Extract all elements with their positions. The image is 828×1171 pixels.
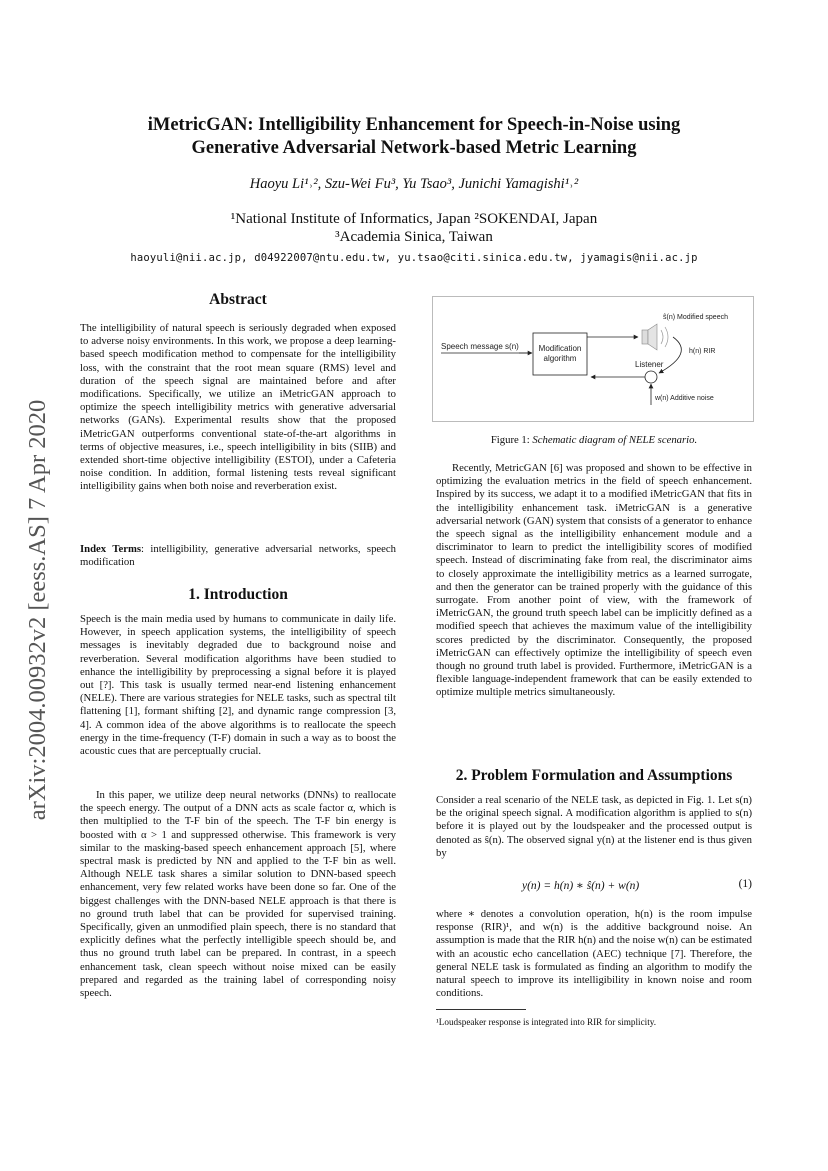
right-paragraph-1: Recently, MetricGAN [6] was proposed and shown to be effective in optimizing the evaluation metrics in the field of speech enhancement. Inspired by its success, we adapt it to a modified iMetricGAN that fits in the intelligibility enhancement task. iMetricGAN is a generative adversarial network (GAN) system that consists of a generator to enhance the speech signal as the intelligibility enhancement module and a discriminator to learn to predict the intelligibility scores of modified speech. Instead of discriminating fake from real, the discriminator aims to closely approximate the intelligibility metrics as a learned surrogate, and then the generator can be trained properly with the guidance of this surrogate. From another point of view, with the framework of iMetricGAN, the ground truth speech label can be implicitly defined as a modified speech that achieves the maximum value of the intelligibility scores predicted by the discriminator. Consequently, the proposed iMetricGAN can effectively optimize the intelligibility of speech even though no ground truth label is provided. Furthermore, iMetricGAN is a flexible language-independent framework that can be easily extended to optimize multiple metrics simultaneously.: [436, 462, 752, 699]
intro-paragraph-1: Speech is the main media used by humans to communicate in daily life. However, in speech application systems, the intelligibility of speech messages is inevitably degraded due to background noise and reverberation. Several modification algorithms have been studied to enhance the intelligibility by preprocessing a signal before it is played out [?]. This task is usually termed near-end listening enhancement (NELE). There are various strategies for NELE tasks, such as spectral tilt flattening [1], formant shifting [2], and dynamic range compression [3, 4]. A common idea of the above algorithms is to reallocate the speech energy in the time-frequency (T-F) domain in such a way as to boost the acoustic cues that are perceptually crucial.: [80, 613, 396, 758]
abstract-body: The intelligibility of natural speech is seriously degraded when exposed to adverse noisy environments. In this work, we propose a deep learning-based speech modification method to compensate for the intelligibility loss, with the constraint that the root mean square (RMS) level and duration of the speech signal are maintained before and after modifications. Specifically, we utilize an iMetricGAN approach to optimize the speech intelligibility metrics with generative adversarial networks (GANs). Experimental results show that the proposed iMetricGAN outperforms conventional state-of-the-art algorithms in terms of objective measures, i.e., speech intelligibility in bits (SIIB) and extended short-time objective intelligibility (ESTOI), under a Cafeteria noise condition. In addition, formal listening tests reveal significant intelligibility gains when both noise and reverberation exist.: [80, 322, 396, 493]
affiliation-line-2: ³Academia Sinica, Taiwan: [335, 229, 493, 245]
listener-sum-node: [645, 371, 657, 383]
section-2-heading: 2. Problem Formulation and Assumptions: [455, 767, 733, 784]
intro-paragraph-2: In this paper, we utilize deep neural networks (DNNs) to reallocate the speech energy. The output of a DNN acts as scale factor α, which is then multiplied to the T-F bin of the speech. The T-F bin energy is boosted with α > 1 and suppressed otherwise. This framework is very similar to the masking-based speech enhancement approach [5], where spectral mask is predicted by NN and applied to the T-F bin as well. Although NELE task shares a similar solution to DNN-based speech enhancement, very few related works have been done so far. One of the biggest challenges with the DNN-based NELE approach is that there is no ground truth label that can be provided for supervised training. Specifically, given an unmodified plain speech, there is no standard that explicitly defines what the perfectly intelligible speech should be, and thus no ground truth label can be prepared. In contrast, in a speech enhancement task, clean speech without noise mixed can be easily prepared and regarded as the training label of corresponding noisy speech.: [80, 789, 396, 1000]
abstract-heading: Abstract: [209, 291, 267, 308]
index-terms-text: : intelligibility, generative adversarial networks, speech modification: [80, 543, 397, 569]
input-signal-label: Speech message s(n): [441, 342, 519, 351]
title-line-1: iMetricGAN: Intelligibility Enhancement for Speech-in-Noise using: [147, 115, 681, 135]
section-2-paragraph-1: Consider a real scenario of the NELE task, as depicted in Fig. 1. Let s(n) be the original speech signal. A modification algorithm is applied to s(n) before it is played out by the loudspeaker and the processed output is denoted as ŝ(n). The observed signal y(n) at the listener end is thus given by: [436, 794, 752, 859]
listener-label: Listener: [635, 360, 664, 369]
equation-expression: y(n) = h(n) ∗ ŝ(n) + w(n): [522, 880, 640, 892]
sound-wave-icon-2: [665, 327, 668, 347]
sound-wave-icon: [661, 330, 663, 344]
equation-number: (1): [738, 878, 752, 890]
footnote-1: ¹Loudspeaker response is integrated into RIR for simplicity.: [436, 1017, 657, 1027]
index-terms: [80, 543, 396, 569]
box-label-line-1: Modification: [538, 344, 582, 353]
arxiv-sidebar-stamp: [8, 350, 68, 870]
loudspeaker-icon: [642, 330, 648, 344]
author-emails: haoyuli@nii.ac.jp, d04922007@ntu.edu.tw, yu.tsao@citi.sinica.edu.tw, jyamagis@nii.ac.jp: [130, 252, 698, 264]
title-line-2: Generative Adversarial Network-based Metric Learning: [191, 138, 637, 158]
section-2-paragraph-2: where ∗ denotes a convolution operation, h(n) is the room impulse response (RIR)¹, and w(n) is the additive background noise. An assumption is made that the RIR h(n) and the noise w(n) can be estimated with an acoustic echo cancellation (AEC) technique [7]. Therefore, the general NELE task is formulated as finding an algorithm to modify the natural speech to improve its intelligibility in known noise and room conditions.: [436, 908, 752, 1000]
loudspeaker-cone-icon: [648, 324, 657, 350]
box-label-line-2: algorithm: [543, 354, 577, 363]
affiliations: [60, 210, 768, 246]
figure-1-diagram: [432, 296, 754, 422]
paper-title: [60, 114, 768, 160]
additive-noise-label: w(n) Additive noise: [655, 395, 714, 402]
modified-speech-label: ŝ(n) Modified speech: [663, 314, 728, 321]
nele-diagram-svg: [433, 297, 753, 421]
caption-prefix: Figure 1:: [490, 434, 533, 446]
affiliation-line-1: ¹National Institute of Informatics, Japan ²SOKENDAI, Japan: [230, 211, 598, 227]
index-terms-label: Index Terms: [80, 543, 142, 555]
introduction-heading: 1. Introduction: [188, 586, 288, 603]
rir-label: h(n) RIR: [689, 348, 716, 355]
caption-text: Schematic diagram of NELE scenario.: [532, 434, 698, 446]
arxiv-identifier: arXiv:2004.00932v2 [eess.AS] 7 Apr 2020: [24, 399, 51, 821]
author-list: Haoyu Li¹˒², Szu-Wei Fu³, Yu Tsao³, Junichi Yamagishi¹˒²: [249, 176, 579, 192]
footnote-rule: [436, 1009, 526, 1010]
figure-1-caption: [436, 434, 752, 446]
